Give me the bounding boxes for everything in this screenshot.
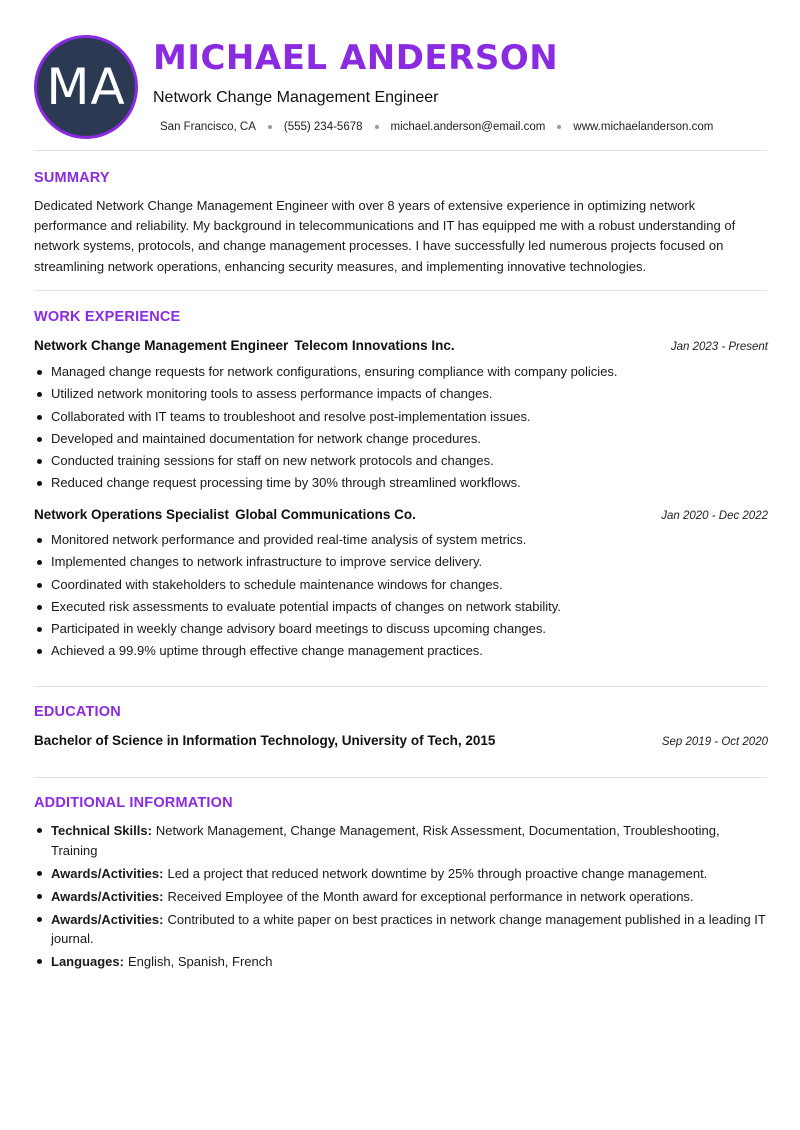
avatar bbox=[34, 35, 138, 139]
job-role: Network Change Management Engineer bbox=[34, 338, 289, 353]
additional-list bbox=[34, 821, 768, 975]
contact-bar bbox=[160, 121, 713, 133]
list-item: Participated in weekly change advisory board meetings to discuss upcoming changes. bbox=[34, 619, 768, 641]
list-item: Reduced change request processing time by 30% through streamlined workflows. bbox=[34, 473, 768, 495]
job-header bbox=[34, 507, 768, 522]
job-company: Global Communications Co. bbox=[235, 507, 416, 522]
list-item bbox=[34, 887, 768, 907]
job-title-line bbox=[34, 507, 416, 522]
list-item bbox=[34, 821, 768, 860]
list-item: Coordinated with stakeholders to schedule maintenance windows for changes. bbox=[34, 575, 768, 597]
section-divider bbox=[34, 686, 767, 687]
item-text: Received Employee of the Month award for exceptional performance in network operations. bbox=[167, 888, 694, 904]
section-divider bbox=[34, 777, 767, 778]
candidate-name: MICHAEL ANDERSON bbox=[153, 38, 559, 78]
job-dates: Jan 2023 - Present bbox=[670, 341, 768, 353]
list-item: Conducted training sessions for staff on new network protocols and changes. bbox=[34, 451, 768, 473]
item-label: Awards/Activities: bbox=[51, 865, 164, 881]
job-title-line bbox=[34, 338, 455, 353]
contact-website[interactable]: www.michaelanderson.com bbox=[573, 121, 714, 133]
separator-dot bbox=[557, 125, 561, 129]
summary-text: Dedicated Network Change Management Engineer with over 8 years of extensive experience in optimizing network performance and reliability. My background in telecommunications and IT has equipped me with a robust understanding of network systems, protocols, and change management processes. I have successfully led numerous projects focused on streamlining network operations, enhancing security measures, and implementing innovative technologies. bbox=[34, 198, 736, 274]
item-text: Led a project that reduced network downtime by 25% through proactive change management. bbox=[167, 865, 708, 881]
job-company: Telecom Innovations Inc. bbox=[294, 338, 455, 353]
list-item: Managed change requests for network configurations, ensuring compliance with company policies. bbox=[34, 362, 768, 384]
item-label: Awards/Activities: bbox=[51, 911, 164, 927]
item-label: Technical Skills: bbox=[51, 823, 152, 838]
list-item: Implemented changes to network infrastructure to improve service delivery. bbox=[34, 552, 768, 574]
contact-location: San Francisco, CA bbox=[160, 121, 256, 133]
list-item: Achieved a 99.9% uptime through effective change management practices. bbox=[34, 641, 768, 663]
job-dates: Jan 2020 - Dec 2022 bbox=[661, 510, 768, 522]
job-header bbox=[34, 338, 768, 353]
avatar-initials: MA bbox=[46, 58, 126, 116]
section-divider bbox=[34, 290, 767, 291]
list-item bbox=[34, 952, 768, 972]
item-label: Awards/Activities: bbox=[51, 888, 164, 904]
separator-dot bbox=[375, 125, 379, 129]
item-label: Languages: bbox=[51, 954, 124, 969]
additional-heading: ADDITIONAL INFORMATION bbox=[34, 795, 233, 811]
experience-heading: WORK EXPERIENCE bbox=[34, 309, 181, 325]
education-entry bbox=[34, 733, 768, 748]
list-item bbox=[34, 910, 768, 949]
list-item: Executed risk assessments to evaluate potential impacts of changes on network stability. bbox=[34, 597, 768, 619]
job-bullets bbox=[34, 530, 768, 664]
section-divider bbox=[34, 150, 767, 151]
education-degree: Bachelor of Science in Information Technology, University of Tech, 2015 bbox=[34, 733, 496, 748]
list-item bbox=[34, 864, 768, 884]
job-bullets bbox=[34, 362, 768, 496]
list-item: Developed and maintained documentation for network change procedures. bbox=[34, 429, 768, 451]
separator-dot bbox=[268, 125, 272, 129]
item-text: Contributed to a white paper on best practices in network change management published in a leading IT journal. bbox=[51, 911, 766, 946]
list-item: Monitored network performance and provided real-time analysis of system metrics. bbox=[34, 530, 768, 552]
candidate-title: Network Change Management Engineer bbox=[153, 89, 439, 106]
list-item: Collaborated with IT teams to troubleshoot and resolve post-implementation issues. bbox=[34, 407, 768, 429]
list-item: Utilized network monitoring tools to assess performance impacts of changes. bbox=[34, 384, 768, 406]
item-text: English, Spanish, French bbox=[127, 954, 273, 969]
job-role: Network Operations Specialist bbox=[34, 507, 230, 522]
contact-phone[interactable]: (555) 234-5678 bbox=[283, 121, 363, 133]
education-dates: Sep 2019 - Oct 2020 bbox=[661, 736, 768, 748]
summary-heading: SUMMARY bbox=[34, 170, 110, 186]
education-heading: EDUCATION bbox=[34, 704, 121, 720]
item-text: Network Management, Change Management, Risk Assessment, Documentation, Troubleshooting, Training bbox=[51, 823, 720, 858]
contact-email[interactable]: michael.anderson@email.com bbox=[390, 121, 546, 133]
